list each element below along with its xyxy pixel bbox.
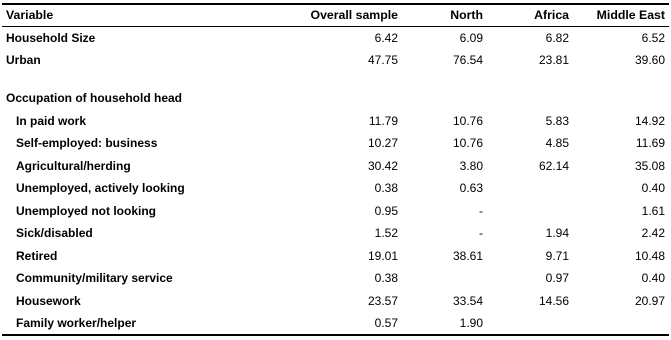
row-label: Household Size bbox=[6, 30, 96, 45]
cell-middle-east bbox=[573, 87, 669, 110]
table-row bbox=[2, 155, 669, 178]
cell-middle-east: 14.92 bbox=[634, 113, 665, 128]
row-label: Sick/disabled bbox=[16, 226, 93, 241]
cell-overall: 47.75 bbox=[367, 52, 398, 67]
cell-africa bbox=[487, 177, 573, 200]
spacer-cell bbox=[2, 71, 669, 87]
cell-north: 76.54 bbox=[452, 52, 483, 67]
row-label: Unemployed, actively looking bbox=[16, 181, 185, 196]
header-row bbox=[2, 4, 669, 26]
cell-overall: 0.38 bbox=[374, 271, 398, 286]
cell-overall: 6.42 bbox=[374, 30, 398, 45]
cell-middle-east: 1.61 bbox=[641, 203, 665, 218]
cell-overall: 30.42 bbox=[367, 158, 398, 173]
row-label: In paid work bbox=[16, 113, 87, 128]
header-variable: Variable bbox=[2, 4, 262, 26]
cell-middle-east bbox=[573, 312, 669, 335]
cell-africa: 62.14 bbox=[538, 158, 569, 173]
cell-overall: 0.95 bbox=[374, 203, 398, 218]
header-north: North bbox=[402, 4, 487, 26]
cell-middle-east: 11.69 bbox=[635, 136, 665, 151]
cell-africa: 6.82 bbox=[545, 30, 569, 45]
cell-africa: 1.94 bbox=[545, 226, 569, 241]
cell-north: 10.76 bbox=[452, 113, 483, 128]
cell-africa bbox=[487, 312, 573, 335]
table-row bbox=[2, 245, 669, 268]
row-label: Unemployed not looking bbox=[16, 203, 156, 218]
cell-overall: 0.57 bbox=[262, 312, 402, 335]
table-row bbox=[2, 49, 669, 72]
header-middle-east: Middle East bbox=[573, 4, 669, 26]
row-label: Community/military service bbox=[16, 271, 173, 286]
row-label: Housework bbox=[16, 293, 81, 308]
table-row bbox=[2, 26, 669, 49]
cell-overall: 1.52 bbox=[374, 226, 398, 241]
cell-north: 10.76 bbox=[452, 136, 483, 151]
cell-middle-east: 0.40 bbox=[641, 271, 665, 286]
cell-middle-east: 0.40 bbox=[641, 181, 665, 196]
cell-africa: 4.85 bbox=[545, 136, 569, 151]
cell-north: 38.61 bbox=[452, 248, 483, 263]
cell-overall: 19.01 bbox=[367, 248, 398, 263]
table-row bbox=[2, 132, 669, 155]
cell-middle-east: 20.97 bbox=[634, 293, 665, 308]
spacer-row bbox=[2, 71, 669, 87]
cell-africa bbox=[487, 200, 573, 223]
row-label: Family worker/helper bbox=[2, 312, 262, 335]
cell-africa: 0.97 bbox=[545, 271, 569, 286]
cell-overall: 23.57 bbox=[367, 293, 398, 308]
cell-africa bbox=[487, 87, 573, 110]
row-label: Agricultural/herding bbox=[16, 158, 131, 173]
cell-north bbox=[402, 87, 487, 110]
cell-north: - bbox=[479, 203, 483, 218]
cell-north: - bbox=[479, 226, 483, 241]
table-row bbox=[2, 110, 669, 133]
table-row bbox=[2, 200, 669, 223]
data-table bbox=[2, 3, 669, 336]
table-row bbox=[2, 222, 669, 245]
cell-north bbox=[402, 267, 487, 290]
header-africa: Africa bbox=[487, 4, 573, 26]
cell-north: 6.09 bbox=[459, 30, 483, 45]
cell-overall bbox=[262, 87, 402, 110]
table-row bbox=[2, 267, 669, 290]
table-row bbox=[2, 312, 669, 335]
cell-overall: 10.27 bbox=[367, 136, 398, 151]
row-label: Urban bbox=[6, 52, 41, 67]
cell-africa: 23.81 bbox=[538, 52, 569, 67]
cell-overall: 0.38 bbox=[374, 181, 398, 196]
table-row bbox=[2, 290, 669, 313]
cell-overall: 11.79 bbox=[368, 113, 398, 128]
cell-north: 0.63 bbox=[459, 181, 483, 196]
cell-north: 33.54 bbox=[452, 293, 483, 308]
row-label: Self-employed: business bbox=[16, 136, 158, 151]
table-row bbox=[2, 177, 669, 200]
cell-middle-east: 6.52 bbox=[641, 30, 665, 45]
row-label: Retired bbox=[16, 248, 58, 263]
section-label: Occupation of household head bbox=[6, 91, 183, 106]
cell-africa: 14.56 bbox=[538, 293, 569, 308]
cell-africa: 5.83 bbox=[545, 113, 569, 128]
cell-middle-east: 35.08 bbox=[634, 158, 665, 173]
section-header-row bbox=[2, 87, 669, 110]
cell-africa: 9.71 bbox=[545, 248, 569, 263]
cell-middle-east: 39.60 bbox=[634, 52, 665, 67]
cell-middle-east: 2.42 bbox=[641, 226, 665, 241]
cell-north: 3.80 bbox=[459, 158, 483, 173]
header-overall-sample: Overall sample bbox=[262, 4, 402, 26]
cell-middle-east: 10.48 bbox=[634, 248, 665, 263]
cell-north: 1.90 bbox=[402, 312, 487, 335]
